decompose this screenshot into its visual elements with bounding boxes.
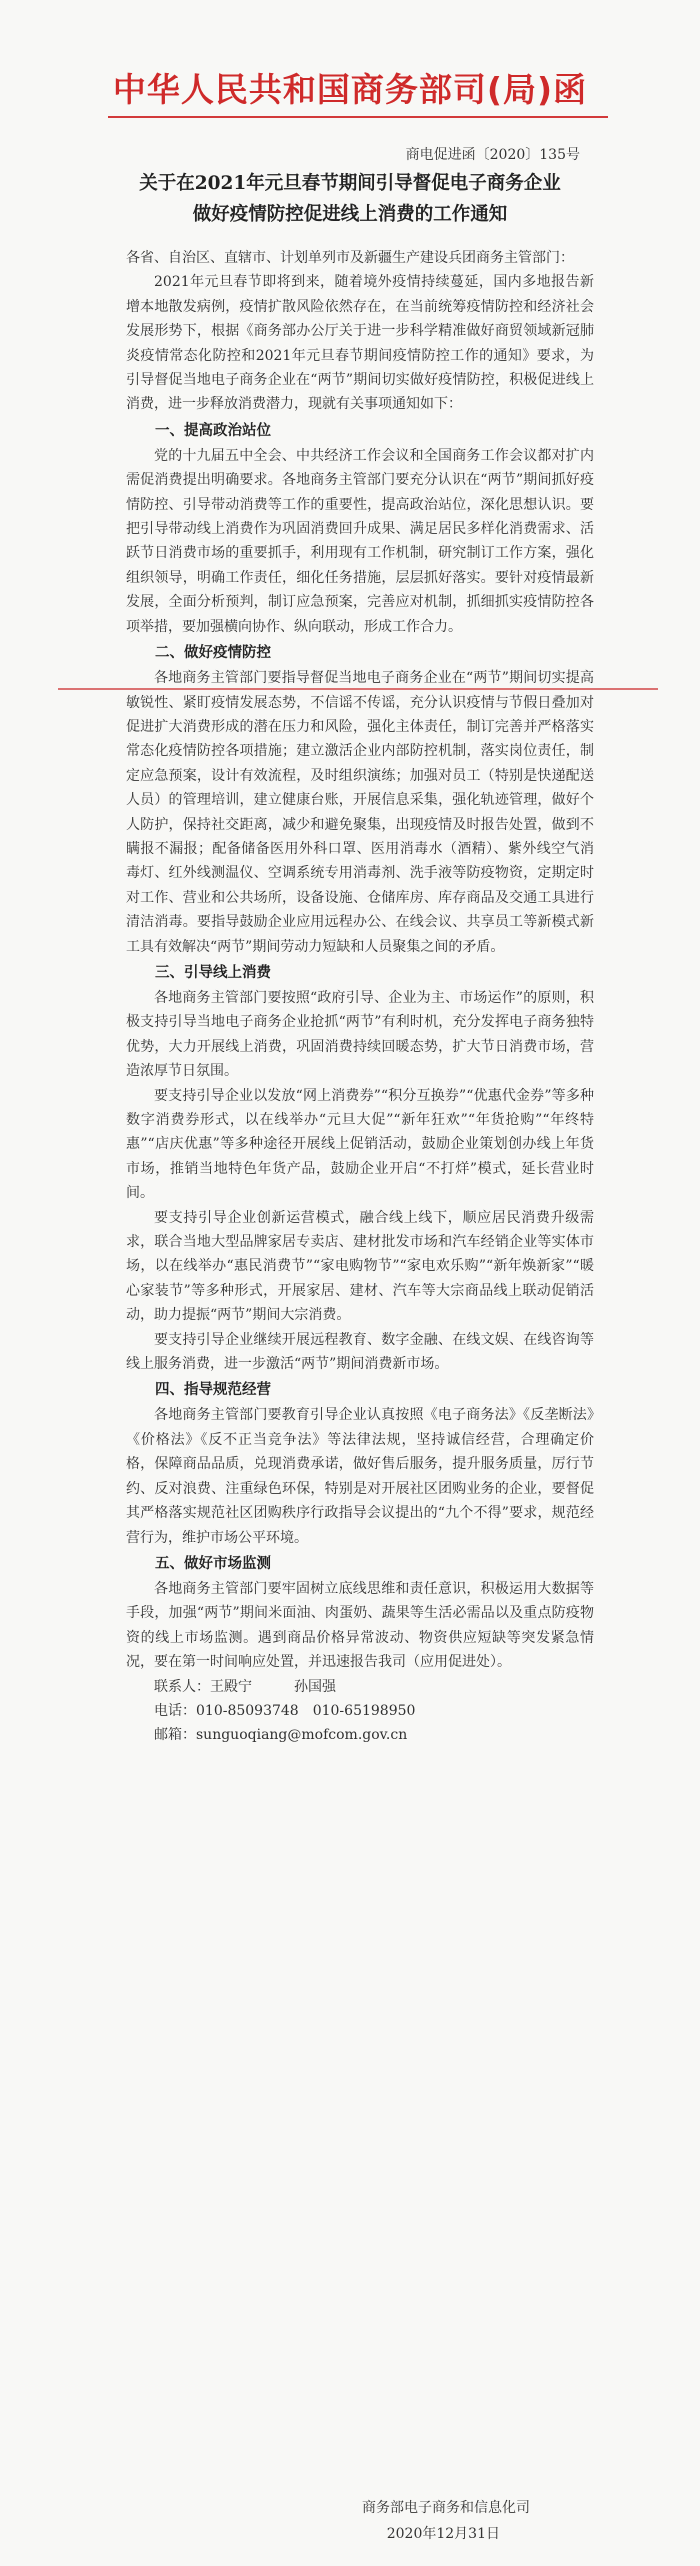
section-heading-1: 一、提高政治站位 bbox=[155, 421, 271, 439]
section-1-paragraph-1: 党的十九届五中全会、中共经济工作会议和全国商务工作会议都对扩内需促消费提出明确要求。各地商务主管部门要充分认识在“两节”期间抓好疫情防控、引导带动消费等工作的重要性，提高政治站位，深化思想认识。要把引导带动线上消费作为巩固消费回升成果、满足居民多样化消费需求、活跃节日消费市场的重要抓手，利用现有工作机制，研究制订工作方案，强化组织领导，明确工作责任，细化任务措施，层层抓好落实。要针对疫情最新发展，全面分析预判，制订应急预案，完善应对机制，抓细抓实疫情防控各项举措，要加强横向协作、纵向联动，形成工作合力。 bbox=[126, 447, 594, 635]
masthead-red-rule bbox=[108, 116, 608, 118]
title-line-2: 做好疫情防控促进线上消费的工作通知 bbox=[192, 204, 508, 225]
contact-person-1: 王殿宁 bbox=[210, 1678, 252, 1695]
section-3-paragraph-3: 要支持引导企业创新运营模式，融合线上线下，顺应居民消费升级需求，联合当地大型品牌家居专卖店、建材批发市场和汽车经销企业等实体市场，以在线举办“惠民消费节”“家电购物节”“家电欢乐购”“新年焕新家”“暖心家装节”等多种形式，开展家居、建材、汽车等大宗商品线上联动促销活动，助力提振“两节”期间大宗消费。 bbox=[126, 1209, 594, 1324]
contact-person-2: 孙国强 bbox=[294, 1678, 336, 1695]
section-5-paragraph-1: 各地商务主管部门要牢固树立底线思维和责任意识，积极运用大数据等手段，加强“两节”期间米面油、肉蛋奶、蔬果等生活必需品以及重点防疫物资的线上市场监测。遇到商品价格异常波动、物资供应短缺等突发紧急情况，要在第一时间响应处置，并迅速报告我司（应用促进处）。 bbox=[126, 1580, 594, 1671]
section-heading-2: 二、做好疫情防控 bbox=[155, 644, 271, 662]
document-body bbox=[126, 246, 594, 1748]
document-number: 商电促进函〔2020〕135号 bbox=[405, 147, 580, 163]
signature-organization: 商务部电子商务和信息化司 bbox=[362, 2500, 530, 2516]
document-title bbox=[0, 168, 700, 230]
section-3-paragraph-1: 各地商务主管部门要按照“政府引导、企业为主、市场运作”的原则，积极支持引导当地电子商务企业抢抓“两节”有利时机，充分发挥电子商务独特优势，大力开展线上消费，巩固消费持续回暖态势，扩大节日消费市场，营造浓厚节日氛围。 bbox=[126, 989, 594, 1080]
section-2-paragraph-1: 各地商务主管部门要指导督促当地电子商务企业在“两节”期间切实提高敏锐性、紧盯疫情发展态势，不信谣不传谣，充分认识疫情与节假日叠加对促进扩大消费形成的潜在压力和风险，强化主体责任，制订完善并严格落实常态化疫情防控各项措施；建立激活企业内部防控机制，落实岗位责任，制定应急预案，设计有效流程，及时组织演练；加强对员工（特别是快递配送人员）的管理培训，建立健康台账，开展信息采集，强化轨迹管理，做好个人防护，保持社交距离，减少和避免聚集，出现疫情及时报告处置，做到不瞒报不漏报；配备储备医用外科口罩、医用消毒水（酒精）、紫外线空气消毒灯、红外线测温仪、空调系统专用消毒剂、洗手液等防疫物资，定期定时对工作、营业和公共场所，设备设施、仓储库房、库存商品及交通工具进行清洁消毒。要指导鼓励企业应用远程办公、在线会议、共享员工等新模式新工具有效解决“两节”期间劳动力短缺和人员聚集之间的矛盾。 bbox=[126, 670, 594, 955]
section-3-paragraph-2: 要支持引导企业以发放“网上消费券”“积分互换券”“优惠代金券”等多种数字消费券形式，以在线举办“元旦大促”“新年狂欢”“年货抢购”“年终特惠”“店庆优惠”等多种途径开展线上促销活动，鼓励企业策划创办线上年货市场，推销当地特色年货产品，鼓励企业开启“不打烊”模式，延长营业时间。 bbox=[126, 1087, 594, 1202]
section-heading-5: 五、做好市场监测 bbox=[155, 1554, 271, 1572]
page-break-red-line bbox=[58, 688, 658, 690]
section-4-paragraph-1: 各地商务主管部门要教育引导企业认真按照《电子商务法》《反垄断法》《价格法》《反不正当竞争法》等法律法规，坚持诚信经营，合理确定价格，保障商品品质，兑现消费承诺，做好售后服务，提升服务质量，厉行节约、反对浪费、注重绿色环保，特别是对开展社区团购业务的企业，要督促其严格落实规范社区团购秩序行政指导会议提出的“九个不得”要求，规范经营行为，维护市场公平环境。 bbox=[126, 1407, 594, 1546]
contact-phone-line bbox=[126, 1699, 594, 1723]
section-heading-3: 三、引导线上消费 bbox=[155, 963, 271, 981]
email-address[interactable]: sunguoqiang@mofcom.gov.cn bbox=[196, 1727, 408, 1744]
title-line-1: 关于在2021年元旦春节期间引导督促电子商务企业 bbox=[139, 173, 561, 194]
salutation: 各省、自治区、直辖市、计划单列市及新疆生产建设兵团商务主管部门： bbox=[126, 250, 574, 266]
contact-people bbox=[126, 1675, 594, 1699]
phone-numbers: 010-85093748 010-65198950 bbox=[196, 1702, 416, 1719]
phone-label: 电话： bbox=[154, 1702, 196, 1719]
contact-label: 联系人： bbox=[154, 1678, 210, 1695]
signature-date: 2020年12月31日 bbox=[386, 2526, 500, 2542]
intro-paragraph: 2021年元旦春节即将到来，随着境外疫情持续蔓延，国内多地报告新增本地散发病例，疫情扩散风险依然存在，在当前统筹疫情防控和经济社会发展形势下，根据《商务部办公厅关于进一步科学精准做好商贸领域新冠肺炎疫情常态化防控和2021年元旦春节期间疫情防控工作的通知》要求，为引导督促当地电子商务企业在“两节”期间切实做好疫情防控，积极促进线上消费，进一步释放消费潜力，现就有关事项通知如下： bbox=[126, 274, 594, 413]
email-label: 邮箱： bbox=[154, 1727, 196, 1744]
section-3-paragraph-4: 要支持引导企业继续开展远程教育、数字金融、在线文娱、在线咨询等线上服务消费，进一步激活“两节”期间消费新市场。 bbox=[126, 1331, 594, 1373]
contact-email-line bbox=[126, 1723, 594, 1747]
section-heading-4: 四、指导规范经营 bbox=[155, 1381, 271, 1399]
masthead-title: 中华人民共和国商务部司(局)函 bbox=[112, 70, 588, 109]
